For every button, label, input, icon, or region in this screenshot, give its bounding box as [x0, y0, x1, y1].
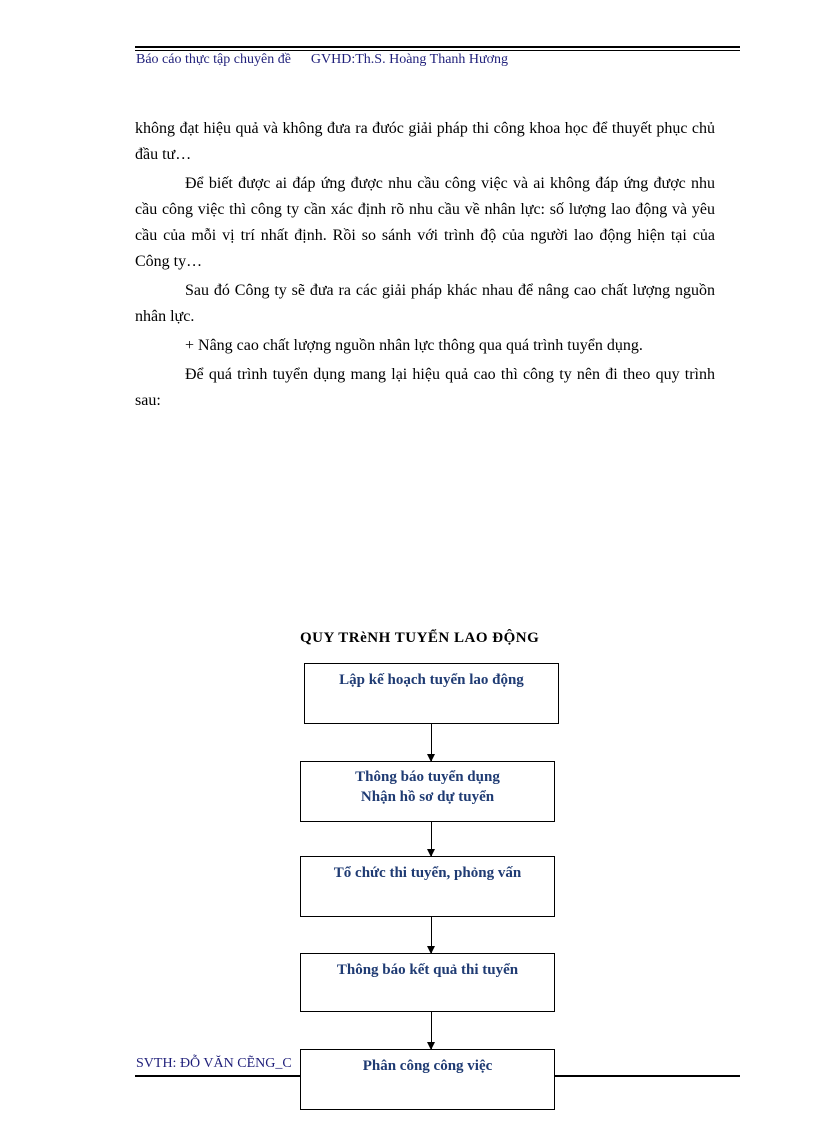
- flow-step-plan: [304, 663, 559, 724]
- header-rule-thick: [135, 46, 740, 48]
- flow-step-label: Nhận hồ sơ dự tuyển: [360, 789, 495, 805]
- flow-step-label: Tổ chức thi tuyển, phỏng vấn: [333, 865, 522, 881]
- flow-step-interview: [300, 856, 555, 917]
- flow-step-label: Thông báo tuyển dụng: [355, 769, 500, 785]
- flow-arrow: [431, 1012, 432, 1049]
- flow-step-label: Phân công công việc: [362, 1058, 493, 1074]
- flow-arrow: [431, 822, 432, 856]
- header-rule-thin: [135, 50, 740, 51]
- paragraph: Sau đó Công ty sẽ đưa ra các giải pháp khác nhau để nâng cao chất lượng nguồn nhân lực.: [135, 282, 715, 325]
- header-advisor: GVHD:Th.S. Hoàng Thanh Hương: [310, 52, 509, 67]
- flow-step-announce: [300, 761, 555, 822]
- header-report-title: Báo cáo thực tập chuyên đề: [136, 52, 291, 67]
- flow-arrow: [431, 724, 432, 761]
- flow-step-assign: [300, 1049, 555, 1110]
- paragraph: Để quá trình tuyển dụng mang lại hiệu quả cao thì công ty nên đi theo quy trình sau:: [135, 366, 715, 409]
- paragraph: + Nâng cao chất lượng nguồn nhân lực thông qua quá trình tuyển dụng.: [185, 337, 643, 354]
- page-header: [136, 52, 508, 68]
- paragraph: Để biết được ai đáp ứng được nhu cầu công việc và ai không đáp ứng được nhu cầu công việc thì công ty cần xác định rõ nhu cầu về nhân lực: số lượng lao động và yêu cầu của mỗi vị trí nhất định. Rồi so sánh với trình độ của người lao động hiện tại của Công ty…: [135, 175, 715, 270]
- page-footer: SVTH: ĐỖ VĂN CẼNG_C: [136, 1056, 292, 1071]
- paragraph: không đạt hiệu quả và không đưa ra đưóc giải pháp thi công khoa học để thuyết phục chủ đầu tư…: [135, 120, 715, 163]
- flowchart-title: QUY TRèNH TUYỂN LAO ĐỘNG: [300, 630, 540, 646]
- flow-step-label: Lập kế hoạch tuyển lao động: [339, 672, 524, 688]
- flow-step-results: [300, 953, 555, 1012]
- flow-step-label: Thông báo kết quả thi tuyển: [336, 962, 519, 978]
- flow-arrow: [431, 917, 432, 953]
- body-text: [135, 116, 715, 417]
